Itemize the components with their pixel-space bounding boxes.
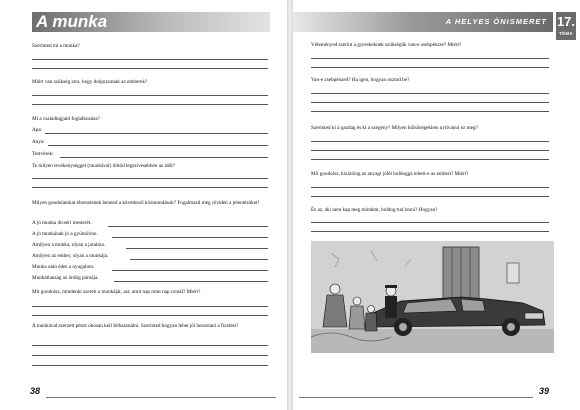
proverb-item: A jó munkának jó a gyümölcse. <box>32 231 98 237</box>
running-header: A HELYES ÖNISMERET <box>445 17 547 26</box>
left-page <box>0 0 287 410</box>
answer-line <box>130 259 268 260</box>
proverb-item: Munkátlanság az ördög párnája. <box>32 275 99 281</box>
answer-line <box>311 187 549 188</box>
answer-line <box>311 150 549 151</box>
answer-line <box>112 270 268 271</box>
question-what-is-work: Szerinted mi a munka? <box>32 43 80 49</box>
right-page <box>293 0 580 410</box>
answer-line <box>60 157 268 158</box>
answer-line <box>311 111 549 112</box>
proverb-item: Amilyen a munka, olyan a jutalma. <box>32 242 106 248</box>
page-number: 39 <box>539 386 550 396</box>
answer-line <box>311 93 549 94</box>
question-rich-poor: Szerinted ki a gazdag és ki a szegény? Milyen külsőségekben nyilvánul ez meg? <box>311 125 478 131</box>
family-label-father: Apa: <box>32 127 43 133</box>
page-footer-rule <box>299 397 533 398</box>
question-family-jobs: Mi a családtagjaid foglalkozása? <box>32 116 100 122</box>
page-footer-rule <box>46 397 276 398</box>
answer-line <box>114 281 268 282</box>
chapter-label: TÉMA <box>559 31 573 36</box>
question-happy-without-everything: És az, aki nem kap meg mindent, boldog tud lenni? Hogyan? <box>311 207 438 213</box>
answer-line <box>32 59 268 60</box>
answer-line <box>32 68 268 69</box>
page-number: 38 <box>30 386 41 396</box>
answer-line <box>311 141 549 142</box>
answer-line <box>311 58 549 59</box>
illustration-rich-and-poor <box>311 241 554 353</box>
question-proverbs: Milyen gondolatokat ébresztenek benned a következő közmondások? Fogalmazd meg röviden a jelentésüket! <box>32 200 260 206</box>
answer-line <box>32 306 268 307</box>
answer-line <box>311 67 549 68</box>
family-label-mother: Anya: <box>32 139 45 145</box>
proverb-item: Amilyen az ember, olyan a munkája. <box>32 253 109 259</box>
answer-line <box>32 95 268 96</box>
question-pocket-money-have: Van-e zsebpénzed? Ha igen, hogyan osztod be? <box>311 77 410 83</box>
header-bar <box>293 12 553 32</box>
family-label-siblings: Testvérek: <box>32 151 54 157</box>
question-why-work: Miért van szükség arra, hogy dolgozzanak az emberek? <box>32 79 148 85</box>
question-pocket-money-need: Véleményed szerint a gyerekeknek szükségük van-e zsebpénzre? Miért? <box>311 42 462 48</box>
answer-line <box>32 187 268 188</box>
answer-line <box>48 145 268 146</box>
answer-line <box>311 102 549 103</box>
chapter-number: 17. <box>556 14 576 29</box>
answer-line <box>32 104 268 105</box>
answer-line <box>311 196 549 197</box>
chapter-tab <box>556 12 576 40</box>
answer-line <box>32 345 268 346</box>
question-wealth-happiness: Mit gondolsz, kizárólag az anyagi jólét boldoggá teheti-e az embert? Miért? <box>311 171 469 177</box>
answer-line <box>32 365 268 366</box>
answer-line <box>126 248 268 249</box>
answer-line <box>311 222 549 223</box>
question-likes-job: Mit gondolsz, mindenki szereti a munkáját, azt, amit nap mint nap csinál? Miért? <box>32 289 201 295</box>
question-favorite-activity: Te milyen tevékenységgel (munkával) töltöd legszívesebben az időt? <box>32 163 175 169</box>
title-bar <box>32 12 270 32</box>
answer-line <box>311 231 549 232</box>
answer-line <box>311 159 549 160</box>
answer-line <box>112 237 268 238</box>
proverb-item: Munka után édes a nyugalom. <box>32 264 95 270</box>
question-salary: A munkával szerzett pénzt okosan kell felhasználni. Szerinted hogyan lehet jól beosztani a fizetést? <box>32 323 239 329</box>
answer-line <box>108 226 268 227</box>
answer-line <box>45 133 268 134</box>
answer-line <box>32 355 268 356</box>
proverb-item: A jó munka dicséri mesterét. <box>32 220 92 226</box>
answer-line <box>32 178 268 179</box>
answer-line <box>32 315 268 316</box>
page-title: A munka <box>36 12 108 31</box>
